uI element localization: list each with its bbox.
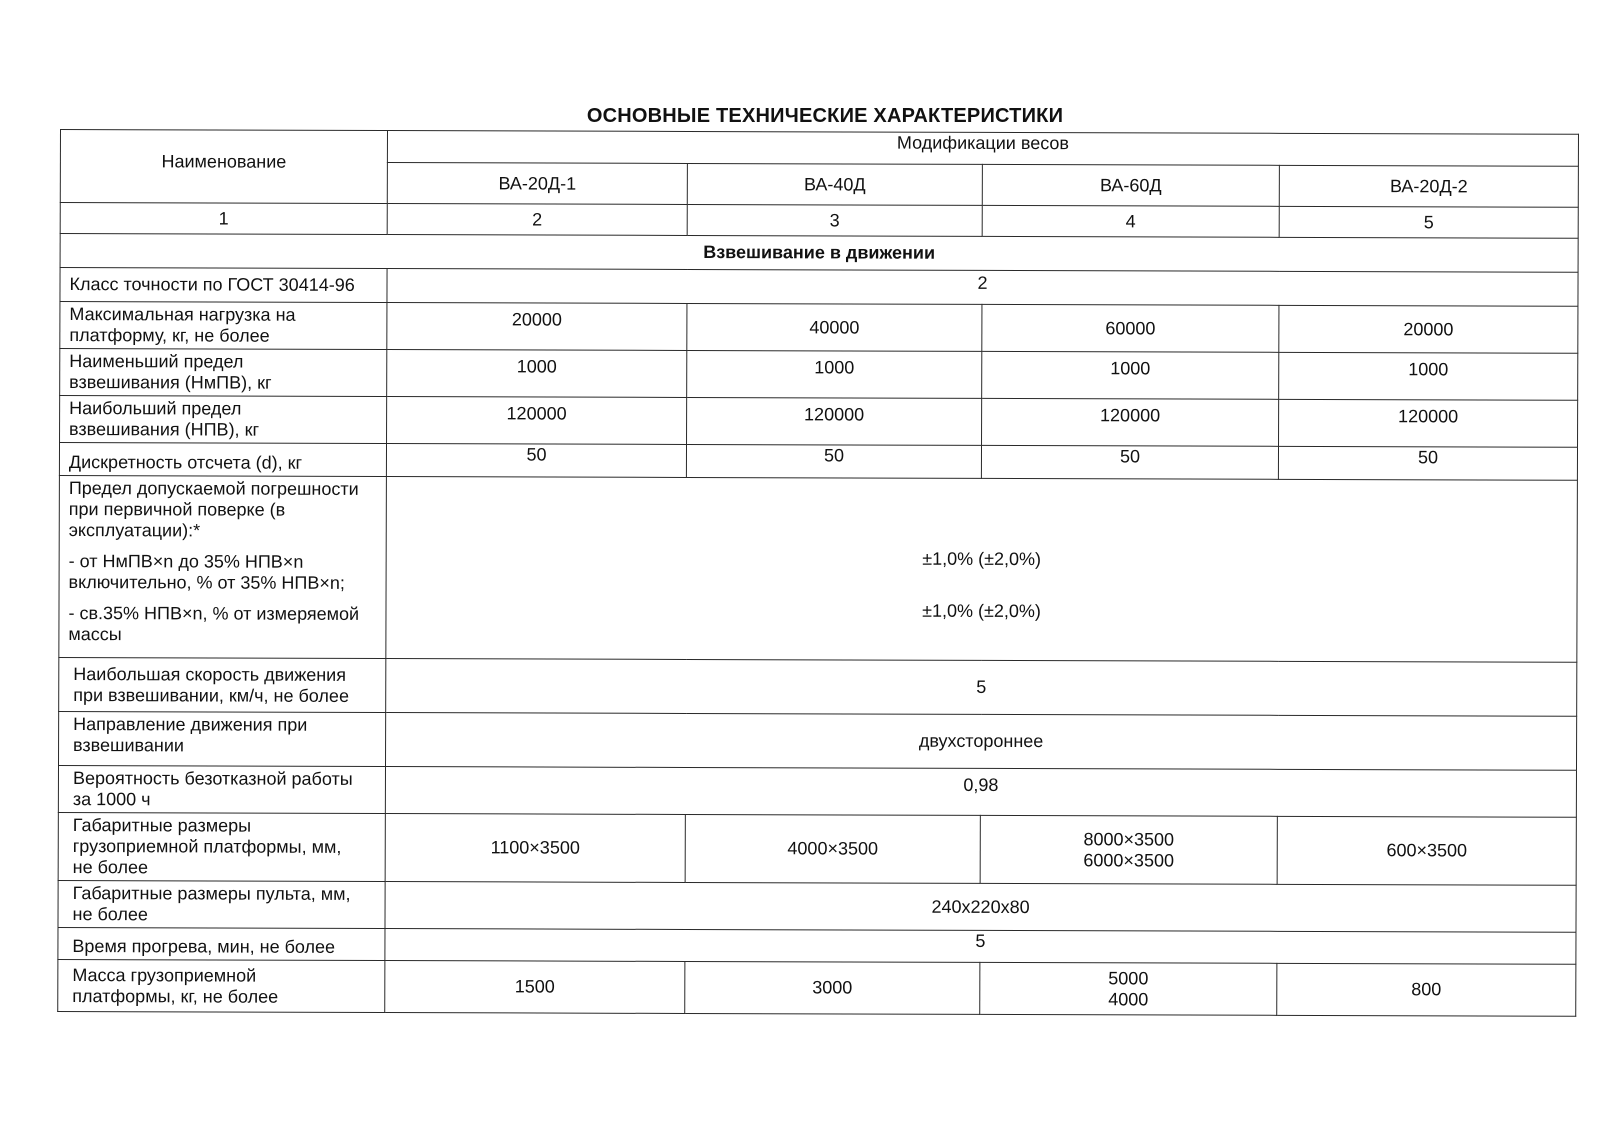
row-label-line: включительно, % от 35% НПВ×n; [68, 572, 345, 593]
row-label-line: платформу, кг, не более [69, 325, 270, 346]
section-row [60, 234, 1578, 273]
row-label [59, 711, 386, 766]
row-label-line: взвешивании [73, 735, 185, 756]
row-label [60, 349, 387, 397]
row-value: 40000 [687, 303, 982, 351]
header-name-label: Наименование [161, 150, 287, 172]
table-row [58, 959, 1576, 1016]
row-value: 600×3500 [1277, 816, 1576, 885]
row-label-line: Наибольшая скорость движения [73, 663, 347, 685]
table-row [60, 349, 1578, 401]
row-value [980, 815, 1277, 884]
row-value: 120000 [387, 397, 687, 445]
col-number-5: 5 [1279, 206, 1578, 238]
value-line: 5000 [1108, 967, 1149, 988]
row-label-line: платформы, кг, не более [72, 985, 279, 1007]
table-row [60, 302, 1578, 354]
row-label-line: Габаритные размеры [72, 815, 252, 836]
row-label-line: Направление движения при [73, 714, 308, 735]
row-value: 120000 [1279, 399, 1578, 447]
row-value: 1500 [385, 961, 685, 1014]
row-label: Дискретность отсчета (d), кг [59, 443, 386, 477]
row-label [60, 396, 387, 444]
row-value: 60000 [982, 304, 1279, 352]
row-label-line: Масса грузоприемной [72, 964, 257, 986]
row-value: двухстороннее [385, 713, 1576, 771]
row-label-line: Габаритные размеры пульта, мм, [72, 883, 351, 904]
table-row [60, 396, 1578, 448]
row-label-line: Максимальная нагрузка на [69, 304, 296, 325]
row-label [58, 765, 385, 813]
row-label-line: Предел допускаемой погрешности [68, 478, 359, 499]
row-label-line: Наименьший предел [69, 351, 244, 372]
row-label-line: не более [72, 857, 149, 878]
row-label [58, 812, 385, 881]
row-value: 1000 [982, 351, 1279, 399]
table-row [59, 711, 1577, 770]
error-value-2: ±1,0% (±2,0%) [922, 600, 1041, 622]
specifications-table [57, 129, 1579, 1017]
row-label-line: массы [68, 624, 122, 645]
row-value: 50 [686, 444, 981, 478]
header-name-cell [60, 130, 387, 204]
column-numbers-row [60, 203, 1578, 239]
row-label-line: - от НмПВ×n до 35% НПВ×n [68, 551, 304, 572]
value-line: 4000 [1108, 988, 1149, 1009]
table-row [58, 765, 1576, 817]
table-row [59, 475, 1578, 662]
table-row [59, 657, 1577, 716]
col-number-4: 4 [982, 205, 1279, 237]
table-row [59, 443, 1577, 481]
row-value: 3000 [685, 961, 980, 1014]
header-group-cell [387, 131, 1578, 167]
value-line: 6000×3500 [1083, 849, 1175, 871]
row-value: 800 [1277, 963, 1576, 1016]
table-row [58, 927, 1576, 964]
row-value: 120000 [687, 397, 982, 445]
row-label [59, 657, 386, 712]
row-label-line: - св.35% НПВ×n, % от измеряемой [68, 603, 360, 624]
row-value: 50 [1278, 446, 1577, 480]
table-row [58, 880, 1576, 932]
row-value: 20000 [1279, 305, 1578, 353]
row-label-line: взвешивания (НмПВ), кг [69, 372, 272, 393]
row-label [59, 475, 387, 658]
row-value: 4000×3500 [685, 814, 980, 883]
row-value: 2 [387, 269, 1578, 307]
row-value: 5 [386, 659, 1577, 717]
row-value: 50 [981, 445, 1278, 479]
row-label-line: не более [72, 904, 148, 925]
row-label-line: за 1000 ч [72, 789, 151, 810]
model-header-3: ВА-60Д [982, 164, 1279, 206]
col-number-3: 3 [687, 204, 982, 236]
col-number-2: 2 [387, 204, 687, 236]
row-value: 5 [385, 929, 1576, 965]
row-label: Время прогрева, мин, не более [58, 927, 385, 960]
model-header-1: ВА-20Д-1 [387, 163, 687, 205]
row-label [58, 959, 385, 1012]
row-label-line: эксплуатации):* [68, 520, 201, 541]
error-value-1: ±1,0% (±2,0%) [922, 548, 1042, 570]
row-value [980, 962, 1277, 1015]
row-label-line: Вероятность безотказной работы [72, 768, 353, 789]
row-label-line: при взвешивании, км/ч, не более [73, 684, 350, 706]
row-value: 240х220х80 [385, 882, 1576, 933]
row-value: 1000 [687, 350, 982, 398]
row-value: 50 [386, 444, 686, 478]
row-value [386, 477, 1578, 663]
table-row [58, 812, 1576, 885]
row-value: 1100×3500 [385, 814, 685, 883]
row-label-line: грузоприемной платформы, мм, [72, 836, 342, 857]
section-title: Взвешивание в движении [60, 234, 1578, 273]
row-value: 1000 [1279, 352, 1578, 400]
model-header-4: ВА-20Д-2 [1279, 165, 1578, 207]
value-line: 8000×3500 [1083, 828, 1175, 850]
row-label-line: взвешивания (НПВ), кг [69, 419, 260, 440]
row-value: 1000 [387, 350, 687, 398]
document-title: ОСНОВНЫЕ ТЕХНИЧЕСКИЕ ХАРАКТЕРИСТИКИ [586, 105, 1064, 127]
row-label [58, 880, 385, 928]
row-label-line: при первичной поверке (в [68, 499, 286, 520]
row-label [60, 302, 387, 350]
model-header-2: ВА-40Д [687, 163, 982, 205]
spec-sheet [57, 129, 1578, 1017]
row-value: 20000 [387, 303, 687, 351]
row-value: 120000 [982, 398, 1279, 446]
row-label: Класс точности по ГОСТ 30414-96 [60, 268, 387, 303]
row-label-line: Наибольший предел [69, 398, 242, 419]
header-group-label: Модификации весов [896, 132, 1070, 154]
header-row-group [60, 130, 1578, 167]
table-row [60, 268, 1578, 307]
col-number-1: 1 [60, 203, 387, 235]
row-value: 0,98 [385, 767, 1576, 818]
